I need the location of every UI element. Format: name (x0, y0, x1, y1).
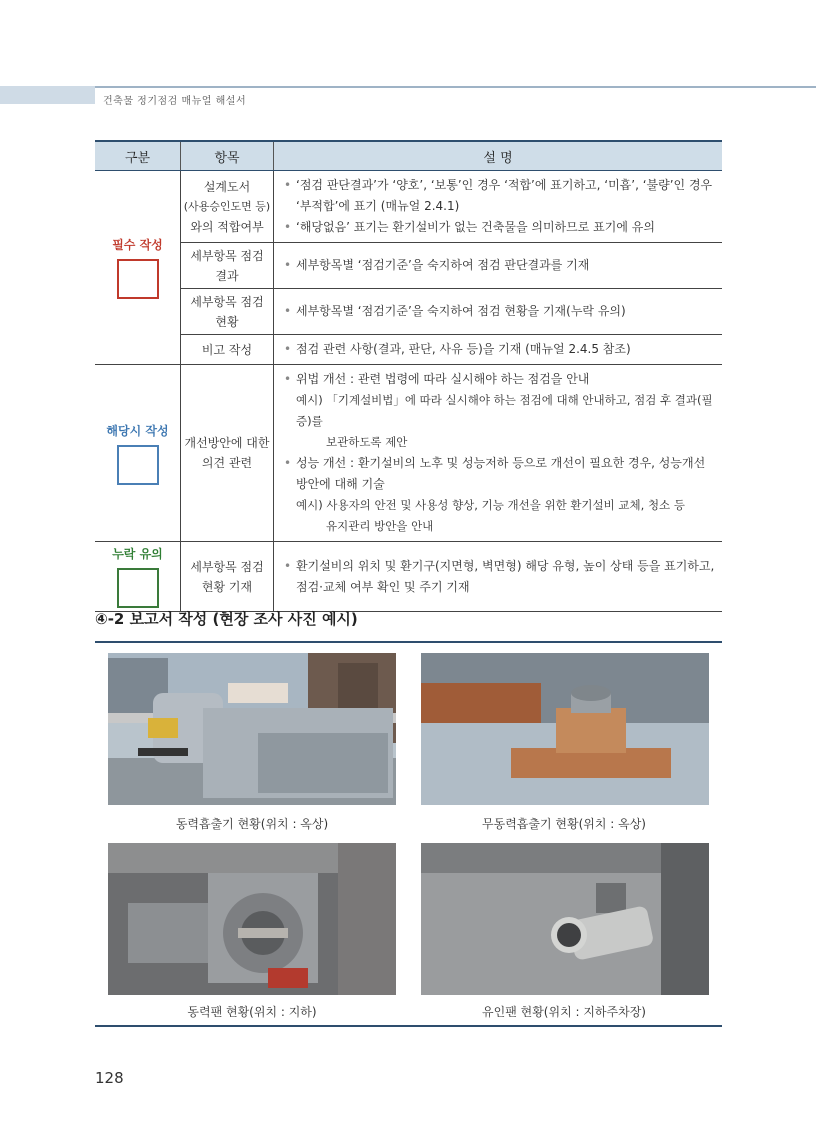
item-detail-status-record (181, 542, 274, 612)
table-row (95, 365, 722, 542)
example-text: 예시) 사용자의 안전 및 사용성 향상, 기능 개선을 위한 환기설비 교체, 청소 등 (296, 498, 685, 512)
item-line: 현황 기재 (201, 579, 253, 594)
table-row (95, 171, 722, 243)
running-title: 건축물 정기점검 매뉴얼 해설서 (103, 96, 247, 107)
photo-induction-fan-parking (421, 843, 709, 995)
if-applicable-checkbox-sample (117, 445, 159, 485)
bullet-text: • 세부항목별 ‘점검기준’을 숙지하여 점검 현황을 기재(누락 유의) (282, 301, 716, 322)
omission-checkbox-sample (117, 568, 159, 608)
bullet-continuation: 점검·교체 여부 확인 및 주기 기재 (296, 579, 470, 594)
bullet-text: • 환기설비의 위치 및 환기구(지면형, 벽면형) 해당 유형, 높이 상태 등을 표기하고, (282, 556, 716, 577)
desc-design-conformity (274, 171, 723, 243)
table-row (95, 289, 722, 335)
item-line: 현황 (215, 314, 239, 329)
bullet-text: • 위법 개선 : 관련 법령에 따라 실시해야 하는 점검을 안내 (282, 369, 716, 390)
bullet-continuation: 방안에 대해 기술 (296, 477, 385, 491)
example-continuation: 유지관리 방안을 안내 (326, 519, 434, 533)
bullet-continuation: ‘부적합’에 표기 (매뉴얼 2.4.1) (296, 199, 460, 213)
bullet-text: • 세부항목별 ‘점검기준’을 숙지하여 점검 판단결과를 기재 (282, 255, 716, 276)
item-line: 와의 적합여부 (190, 219, 264, 234)
caption-photo-3: 동력팬 현황(위치 : 지하) (187, 1005, 317, 1019)
item-detail-result (181, 243, 274, 289)
required-checkbox-sample (117, 259, 159, 299)
item-remarks: 비고 작성 (181, 335, 274, 365)
item-line: 개선방안에 대한 (184, 436, 270, 450)
header-rule (95, 86, 816, 88)
example-text: 예시) 「기계설비법」에 따라 실시해야 하는 점검에 대해 안내하고, 점검 후 결과(필증)를 (296, 393, 713, 428)
section-title: ④-2 보고서 작성 (현장 조사 사진 예시) (95, 610, 358, 628)
caption-photo-2: 무동력흡출기 현황(위치 : 옥상) (482, 817, 646, 831)
desc-detail-status-record (274, 542, 723, 612)
desc-improvement-opinion (274, 365, 723, 542)
table-row (95, 335, 722, 365)
guidance-table (95, 140, 722, 612)
desc-detail-result (274, 243, 723, 289)
item-line: 세부항목 점검 (190, 294, 264, 309)
item-line: 의견 관련 (201, 456, 253, 470)
table-row (95, 243, 722, 289)
category-if-applicable-label: 해당시 작성 (106, 423, 169, 438)
section-rule (95, 641, 722, 643)
bullet-text: • ‘해당없음’ 표기는 환기설비가 없는 건축물을 의미하므로 표기에 유의 (282, 217, 716, 238)
caption-photo-1: 동력흡출기 현황(위치 : 옥상) (175, 817, 329, 831)
page-number: 128 (95, 1069, 124, 1087)
photo-unpowered-exhaust-rooftop (421, 653, 709, 805)
item-improvement-opinion (181, 365, 274, 542)
header-category: 구분 (95, 141, 181, 171)
desc-remarks (274, 335, 723, 365)
item-detail-status (181, 289, 274, 335)
category-omission-label: 누락 유의 (112, 547, 163, 561)
category-omission (95, 542, 181, 612)
photo-powered-fan-basement (108, 843, 396, 995)
header-item: 항목 (181, 141, 274, 171)
item-design-conformity (181, 171, 274, 243)
header-accent-block (0, 86, 95, 104)
item-line: 설계도서 (203, 179, 251, 194)
desc-detail-status (274, 289, 723, 335)
table-header-row (95, 141, 722, 171)
bullet-text: • ‘점검 판단결과’가 ‘양호’, ‘보통’인 경우 ‘적합’에 표기하고, ‘미흡’, ‘불량’인 경우 (282, 175, 716, 196)
bullet-text: • 점검 관련 사항(결과, 판단, 사유 등)을 기재 (매뉴얼 2.4.5 참조) (282, 339, 716, 360)
header-description: 설 명 (274, 141, 723, 171)
item-line: (사용승인도면 등) (183, 199, 271, 213)
example-continuation: 보관하도록 제안 (326, 435, 408, 449)
table-row (95, 542, 722, 612)
item-line: 세부항목 점검 (190, 248, 264, 263)
category-required-label: 필수 작성 (112, 238, 163, 252)
category-if-applicable (95, 365, 181, 542)
bullet-text: • 성능 개선 : 환기설비의 노후 및 성능저하 등으로 개선이 필요한 경우, 성능개선 (282, 453, 716, 474)
item-line: 결과 (215, 268, 239, 283)
caption-photo-4: 유인팬 현황(위치 : 지하주차장) (482, 1005, 646, 1019)
photo-powered-exhaust-rooftop (108, 653, 396, 805)
category-required (95, 171, 181, 365)
section-bottom-rule (95, 1025, 722, 1027)
item-line: 세부항목 점검 (190, 559, 264, 574)
